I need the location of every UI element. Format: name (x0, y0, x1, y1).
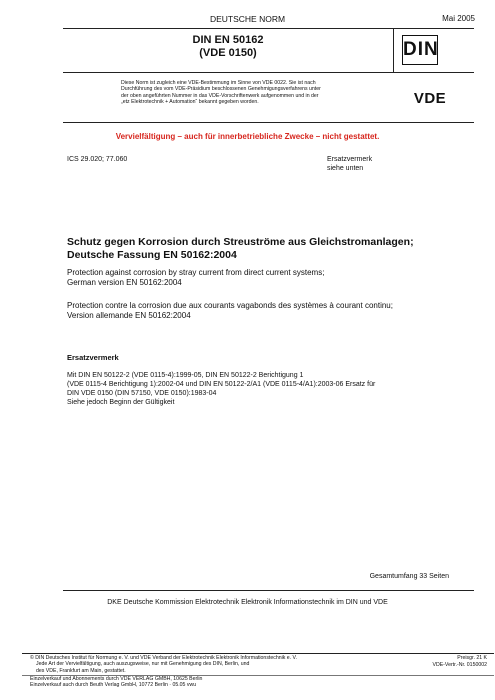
price-group: Preisgr. 21 K (457, 655, 487, 661)
vde-order-number: VDE-Vertr.-Nr. 0150002 (432, 662, 487, 668)
replacement-line: Ersatzvermerk (327, 156, 373, 163)
ersatzvermerk-line: Siehe jedoch Beginn der Gültigkeit (67, 399, 175, 406)
top-rule (63, 28, 474, 29)
title-block-divider (393, 28, 394, 72)
norm-type: DEUTSCHE NORM (209, 14, 286, 24)
english-title (67, 268, 324, 288)
replacement-note (327, 155, 372, 173)
copyright-line: des VDE, Frankfurt am Main, gestattet. (36, 667, 126, 674)
norm-number: DIN EN 50162 (192, 34, 264, 46)
footer-top-rule (22, 653, 494, 654)
sales-notice (30, 676, 202, 689)
vde-notice-line: „etz Elektrotechnik + Automation“ bekannt gegeben worden. (121, 99, 259, 106)
french-title-line: Protection contre la corrosion due aux courants vagabonds des systèmes à courant continu; (67, 301, 393, 310)
ersatzvermerk-body (67, 371, 375, 407)
sales-line: Einzelverkauf und Abonnements durch VDE VERLAG GMBH, 10625 Berlin (30, 676, 203, 682)
din-logo (402, 35, 438, 65)
vde-notice-line: der oben angeführten Nummer in das VDE-Vorschriftenwerk aufgenommen und in der (121, 92, 319, 99)
copyright-notice (30, 655, 297, 674)
french-title-line: Version allemande EN 50162:2004 (67, 311, 191, 320)
vde-notice-line: Durchführung des vom VDE-Präsidium beschlossenen Genehmigungsverfahrens unter (121, 86, 321, 93)
german-title (67, 236, 414, 262)
title-block-bottom-rule (63, 72, 474, 73)
english-title-line: German version EN 50162:2004 (67, 278, 182, 287)
committee-top-rule (63, 590, 474, 591)
ersatzvermerk-line: DIN VDE 0150 (DIN 57150, VDE 0150):1983-04 (67, 390, 217, 397)
vde-logo: VDE (413, 90, 447, 107)
reproduction-notice: Vervielfältigung – auch für innerbetriebliche Zwecke – nicht gestattet. (115, 132, 380, 141)
german-title-line: Deutsche Fassung EN 50162:2004 (67, 249, 237, 261)
total-pages: Gesamtumfang 33 Seiten (369, 573, 449, 580)
replacement-line: siehe unten (327, 165, 364, 172)
vde-number: (VDE 0150) (199, 47, 257, 59)
notice-bottom-rule (63, 122, 474, 123)
copyright-line: © DIN Deutsches Institut für Normung e. V. und VDE Verband der Elektrotechnik Elektronik Informationstechnik e. V. (30, 655, 297, 661)
ersatzvermerk-line: (VDE 0115-4 Berichtigung 1):2002-04 und DIN EN 50122-2/A1 (VDE 0115-4/A1):2003-06 Ersatz für (67, 381, 376, 388)
french-title (67, 301, 393, 321)
german-title-line: Schutz gegen Korrosion durch Streuströme aus Gleichstromanlagen; (67, 236, 414, 248)
din-logo-text: DIN (403, 39, 439, 60)
publication-date: Mai 2005 (442, 14, 475, 23)
vde-notice (121, 80, 389, 106)
ersatzvermerk-line: Mit DIN EN 50122-2 (VDE 0115-4):1999-05, DIN EN 50122-2 Berichtigung 1 (67, 372, 304, 379)
committee: DKE Deutsche Kommission Elektrotechnik Elektronik Informationstechnik im DIN und VDE (107, 599, 388, 606)
copyright-line: Jede Art der Vervielfältigung, auch auszugsweise, nur mit Genehmigung des DIN, Berlin, und (36, 661, 250, 668)
sales-line: Einzelverkauf auch durch Beuth Verlag GmbH, 10772 Berlin · 05.05 vwu (30, 682, 197, 689)
ics-code: ICS 29.020; 77.060 (67, 156, 128, 163)
ersatzvermerk-heading: Ersatzvermerk (67, 353, 119, 362)
vde-notice-line: Diese Norm ist zugleich eine VDE-Bestimmung im Sinne von VDE 0022. Sie ist nach (121, 80, 316, 86)
english-title-line: Protection against corrosion by stray current from direct current systems; (67, 268, 325, 277)
